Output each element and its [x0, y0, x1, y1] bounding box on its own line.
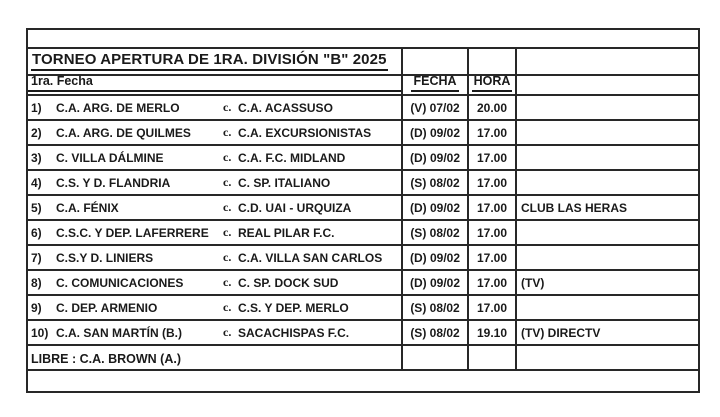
- match-date: (D) 09/02: [409, 250, 461, 265]
- match-date: (D) 09/02: [409, 150, 461, 165]
- fecha-cell: [403, 246, 469, 269]
- title-cell: [28, 49, 403, 74]
- versus-label: c.: [223, 250, 232, 264]
- hora-cell: [469, 96, 517, 119]
- teams-cell: [28, 296, 403, 319]
- home-team: C.A. SAN MARTÍN (B.): [56, 325, 182, 340]
- home-team: C. DEP. ARMENIO: [56, 300, 158, 315]
- match-note: CLUB LAS HERAS: [521, 200, 628, 215]
- notes-cell: [517, 196, 698, 219]
- away-team: C. SP. DOCK SUD: [238, 275, 339, 290]
- away-team: C. SP. ITALIANO: [238, 175, 331, 190]
- teams-cell: [28, 321, 403, 344]
- libre-team-label: LIBRE : C.A. BROWN (A.): [31, 352, 181, 367]
- match-number: 2): [31, 125, 42, 140]
- teams-cell: [28, 246, 403, 269]
- home-team: C. VILLA DÁLMINE: [56, 150, 164, 165]
- away-team: SACACHISPAS F.C.: [238, 325, 350, 340]
- away-team: C.A. F.C. MIDLAND: [238, 150, 346, 165]
- libre-hora-empty-cell: [469, 346, 517, 369]
- match-row: [28, 171, 698, 196]
- versus-label: c.: [223, 200, 232, 214]
- match-note: (TV): [521, 275, 545, 290]
- away-team: C.D. UAI - URQUIZA: [238, 200, 352, 215]
- match-number: 7): [31, 250, 42, 265]
- away-team: REAL PILAR F.C.: [238, 225, 335, 240]
- column-header-row: [28, 76, 698, 96]
- match-time: 17.00: [476, 125, 508, 140]
- libre-cell: [28, 346, 403, 369]
- versus-label: c.: [223, 150, 232, 164]
- match-time: 17.00: [476, 300, 508, 315]
- match-note: (TV) DIRECTV: [521, 325, 601, 340]
- match-number: 5): [31, 200, 42, 215]
- match-time: 17.00: [476, 175, 508, 190]
- versus-label: c.: [223, 100, 232, 114]
- fecha-cell: [403, 321, 469, 344]
- hora-cell: [469, 196, 517, 219]
- fecha-header-cell: [403, 76, 469, 94]
- round-label: 1ra. Fecha: [28, 76, 401, 92]
- fecha-column-header: FECHA: [411, 76, 458, 92]
- notes-cell: [517, 271, 698, 294]
- match-row: [28, 196, 698, 221]
- title-fecha-empty-cell: [403, 49, 469, 74]
- home-team: C.A. ARG. DE MERLO: [56, 100, 180, 115]
- home-team: C.S.C. Y DEP. LAFERRERE: [56, 225, 209, 240]
- versus-label: c.: [223, 300, 232, 314]
- hora-cell: [469, 221, 517, 244]
- match-row: [28, 221, 698, 246]
- teams-cell: [28, 96, 403, 119]
- match-time: 17.00: [476, 200, 508, 215]
- versus-label: c.: [223, 325, 232, 339]
- hora-column-header: HORA: [472, 76, 513, 92]
- away-team: C.A. EXCURSIONISTAS: [238, 125, 372, 140]
- match-time: 20.00: [476, 100, 508, 115]
- hora-cell: [469, 246, 517, 269]
- match-date: (S) 08/02: [410, 225, 460, 240]
- away-team: C.A. VILLA SAN CARLOS: [238, 250, 383, 265]
- match-time: 17.00: [476, 275, 508, 290]
- versus-label: c.: [223, 225, 232, 239]
- match-time: 17.00: [476, 150, 508, 165]
- versus-label: c.: [223, 175, 232, 189]
- match-row: [28, 121, 698, 146]
- fecha-cell: [403, 221, 469, 244]
- libre-row: [28, 346, 698, 371]
- teams-cell: [28, 271, 403, 294]
- notes-cell: [517, 246, 698, 269]
- title-notes-empty-cell: [517, 49, 698, 74]
- teams-cell: [28, 146, 403, 169]
- match-row: [28, 246, 698, 271]
- match-date: (D) 09/02: [409, 200, 461, 215]
- empty-bottom-cell: [28, 371, 698, 391]
- page-title: TORNEO APERTURA DE 1RA. DIVISIÓN "B" 2025: [31, 52, 388, 72]
- fixture-table: [26, 28, 700, 393]
- match-row: [28, 271, 698, 296]
- versus-label: c.: [223, 125, 232, 139]
- fecha-cell: [403, 171, 469, 194]
- hora-cell: [469, 121, 517, 144]
- fecha-cell: [403, 271, 469, 294]
- title-hora-empty-cell: [469, 49, 517, 74]
- empty-bottom-row: [28, 371, 698, 391]
- libre-fecha-empty-cell: [403, 346, 469, 369]
- fecha-cell: [403, 146, 469, 169]
- match-number: 4): [31, 175, 42, 190]
- hora-header-cell: [469, 76, 517, 94]
- versus-label: c.: [223, 275, 232, 289]
- match-number: 8): [31, 275, 42, 290]
- notes-cell: [517, 321, 698, 344]
- match-date: (S) 08/02: [410, 300, 460, 315]
- empty-top-row: [28, 30, 698, 49]
- notes-cell: [517, 221, 698, 244]
- teams-cell: [28, 121, 403, 144]
- match-date: (S) 08/02: [410, 175, 460, 190]
- match-number: 1): [31, 100, 42, 115]
- match-rows-container: [28, 96, 698, 346]
- teams-cell: [28, 171, 403, 194]
- match-row: [28, 321, 698, 346]
- libre-notes-empty-cell: [517, 346, 698, 369]
- fecha-cell: [403, 96, 469, 119]
- hora-cell: [469, 146, 517, 169]
- match-row: [28, 96, 698, 121]
- match-time: 17.00: [476, 250, 508, 265]
- match-number: 9): [31, 300, 42, 315]
- hora-cell: [469, 296, 517, 319]
- match-number: 6): [31, 225, 42, 240]
- round-label-cell: [28, 76, 403, 94]
- empty-top-cell: [28, 30, 698, 47]
- home-team: C.A. FÉNIX: [56, 200, 119, 215]
- home-team: C.A. ARG. DE QUILMES: [56, 125, 191, 140]
- notes-header-cell: [517, 76, 698, 94]
- notes-cell: [517, 146, 698, 169]
- match-date: (D) 09/02: [409, 125, 461, 140]
- away-team: C.S. Y DEP. MERLO: [238, 300, 349, 315]
- notes-cell: [517, 96, 698, 119]
- match-date: (S) 08/02: [410, 325, 460, 340]
- fecha-cell: [403, 296, 469, 319]
- hora-cell: [469, 171, 517, 194]
- notes-cell: [517, 171, 698, 194]
- match-date: (V) 07/02: [410, 100, 460, 115]
- match-row: [28, 146, 698, 171]
- hora-cell: [469, 271, 517, 294]
- match-date: (D) 09/02: [409, 275, 461, 290]
- match-time: 17.00: [476, 225, 508, 240]
- notes-cell: [517, 296, 698, 319]
- match-number: 10): [31, 325, 49, 340]
- title-row: [28, 49, 698, 76]
- teams-cell: [28, 196, 403, 219]
- match-number: 3): [31, 150, 42, 165]
- fecha-cell: [403, 196, 469, 219]
- home-team: C. COMUNICACIONES: [56, 275, 184, 290]
- notes-cell: [517, 121, 698, 144]
- match-row: [28, 296, 698, 321]
- hora-cell: [469, 321, 517, 344]
- fecha-cell: [403, 121, 469, 144]
- home-team: C.S.Y D. LINIERS: [56, 250, 154, 265]
- teams-cell: [28, 221, 403, 244]
- away-team: C.A. ACASSUSO: [238, 100, 333, 115]
- match-time: 19.10: [476, 325, 508, 340]
- home-team: C.S. Y D. FLANDRIA: [56, 175, 171, 190]
